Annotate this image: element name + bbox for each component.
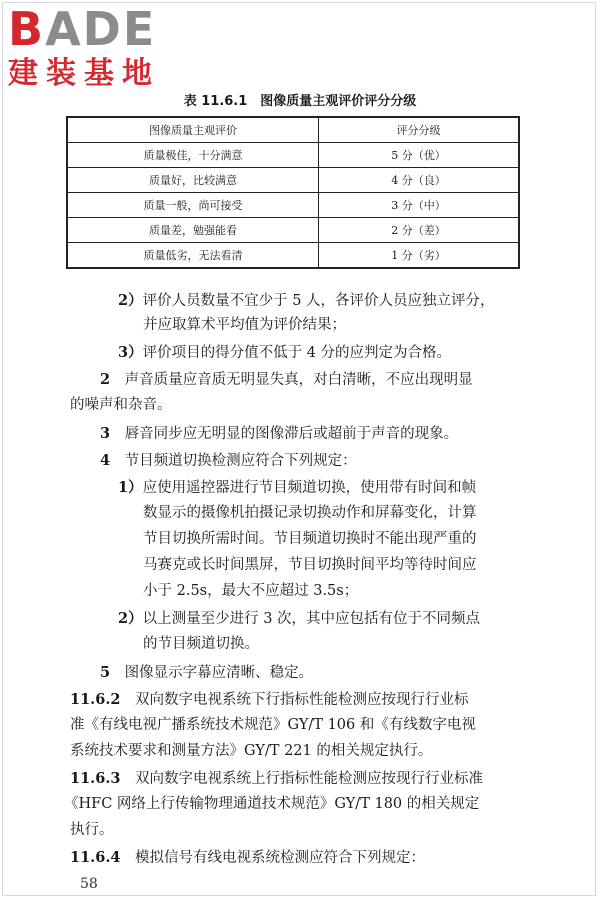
table-row <box>67 243 519 269</box>
clause-heading-line: 11.6.2 双向数字电视系统下行指标性能检测应按现行行业标 <box>70 691 469 708</box>
paragraph-line: 2）以上测量至少进行 3 次，其中应包括有位于不同频点 <box>118 610 481 627</box>
paragraph-line: 3）评价项目的得分值不低于 4 分的应判定为合格。 <box>118 344 452 361</box>
quality-grade-table <box>66 116 520 269</box>
table-cell: 2 分（差） <box>319 218 520 243</box>
table-cell: 质量一般，尚可接受 <box>67 193 319 218</box>
table-row <box>67 168 519 193</box>
paragraph-line: 准《有线电视广播系统技术规范》GY/T 106 和《有线数字电视 <box>70 717 476 733</box>
paragraph-line: 2 声音质量应音质无明显失真，对白清晰，不应出现明显 <box>100 371 473 388</box>
table-cell: 3 分（中） <box>319 193 520 218</box>
table-header-row <box>67 117 519 143</box>
table-header-cell: 图像质量主观评价 <box>67 117 319 143</box>
table-caption: 表 11.6.1 图像质量主观评价评分分级 <box>183 94 417 109</box>
table-cell: 质量低劣，无法看清 <box>67 243 319 269</box>
logo-wordmark: BADE <box>8 2 157 56</box>
paragraph-line: 3 唇音同步应无明显的图像滞后或超前于声音的现象。 <box>100 425 459 442</box>
clause-heading-line: 11.6.3 双向数字电视系统上行指标性能检测应按现行行业标准 <box>70 770 483 787</box>
paragraph-line: 的节目频道切换。 <box>143 636 259 652</box>
paragraph-line: 小于 2.5s，最大不应超过 3.5s； <box>143 583 359 599</box>
table-row <box>67 193 519 218</box>
table-cell: 5 分（优） <box>319 143 520 168</box>
paragraph-line: 系统技术要求和测量方法》GY/T 221 的相关规定执行。 <box>70 743 433 759</box>
table-header-cell: 评分分级 <box>319 117 520 143</box>
paragraph-line: 的噪声和杂音。 <box>70 397 172 413</box>
bade-logo <box>8 4 160 92</box>
table-cell: 1 分（劣） <box>319 243 520 269</box>
paragraph-line: 执行。 <box>70 822 114 838</box>
clause-heading-line: 11.6.4 模拟信号有线电视系统检测应符合下列规定： <box>70 849 425 866</box>
paragraph-line: 并应取算术平均值为评价结果； <box>143 317 346 333</box>
table-cell: 质量好，比较满意 <box>67 168 319 193</box>
paragraph-line: 5 图像显示字幕应清晰、稳定。 <box>100 664 314 681</box>
table-cell: 质量极佳，十分满意 <box>67 143 319 168</box>
paragraph-line: 2）评价人员数量不宜少于 5 人，各评价人员应独立评分， <box>118 292 495 309</box>
table-row <box>67 143 519 168</box>
paragraph-line: 1）应使用遥控器进行节目频道切换，使用带有时间和帧 <box>118 479 477 496</box>
logo-chinese: 建装基地 <box>8 56 160 91</box>
paragraph-line: 《HFC 网络上行传输物理通道技术规范》GY/T 180 的相关规定 <box>64 796 480 812</box>
table-cell: 4 分（良） <box>319 168 520 193</box>
paragraph-line: 数显示的摄像机拍摄记录切换动作和屏幕变化，计算 <box>143 505 477 521</box>
paragraph-line: 马赛克或长时间黑屏，节目切换时间平均等待时间应 <box>143 557 477 573</box>
page-number: 58 <box>80 876 98 892</box>
table-cell: 质量差，勉强能看 <box>67 218 319 243</box>
paragraph-line: 节目切换所需时间。节目频道切换时不能出现严重的 <box>143 531 477 547</box>
paragraph-line: 4 节目频道切换检测应符合下列规定： <box>100 452 357 469</box>
table-row <box>67 218 519 243</box>
